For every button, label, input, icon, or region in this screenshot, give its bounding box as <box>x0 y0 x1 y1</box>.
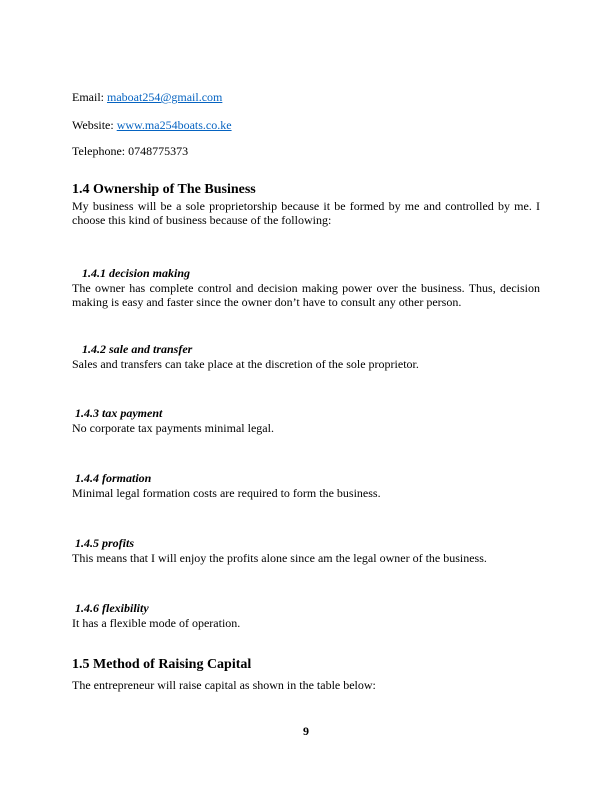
subsection-decision-making <box>72 266 540 309</box>
section-raising-capital-body: The entrepreneur will raise capital as shown in the table below: <box>72 678 376 692</box>
website-link[interactable]: www.ma254boats.co.ke <box>116 118 232 132</box>
section-raising-capital-heading: 1.5 Method of Raising Capital <box>72 657 252 672</box>
subsection-profits-heading: 1.4.5 profits <box>75 536 135 550</box>
section-raising-capital <box>72 655 540 692</box>
subsection-sale-and-transfer-heading: 1.4.2 sale and transfer <box>82 342 193 356</box>
email-label: Email: <box>72 90 107 104</box>
section-ownership-body: My business will be a sole proprietorship because it be formed by me and controlled by me. I choose this kind of business because of the following: <box>72 199 540 227</box>
document-content <box>72 0 540 738</box>
subsection-decision-making-body: The owner has complete control and decision making power over the business. Thus, decision making is easy and faster since the owner don’t have to consult any other person. <box>72 281 540 309</box>
website-label: Website: <box>72 118 117 132</box>
subsection-flexibility-heading: 1.4.6 flexibility <box>75 601 149 615</box>
subsection-sale-and-transfer <box>72 342 540 371</box>
subsection-sale-and-transfer-body: Sales and transfers can take place at the discretion of the sole proprietor. <box>72 357 419 371</box>
section-ownership-heading: 1.4 Ownership of The Business <box>72 182 256 197</box>
subsection-formation-body: Minimal legal formation costs are required to form the business. <box>72 486 381 500</box>
subsection-profits <box>72 536 540 565</box>
subsection-profits-body: This means that I will enjoy the profits alone since am the legal owner of the business. <box>72 551 487 565</box>
subsection-flexibility-body: It has a flexible mode of operation. <box>72 616 241 630</box>
section-ownership <box>72 180 540 227</box>
subsection-tax-payment-heading: 1.4.3 tax payment <box>75 406 163 420</box>
subsection-tax-payment <box>72 406 540 435</box>
contact-telephone-line: Telephone: 0748775373 <box>72 144 189 158</box>
contact-email-line <box>72 90 540 104</box>
subsection-formation-heading: 1.4.4 formation <box>75 471 152 485</box>
subsection-tax-payment-body: No corporate tax payments minimal legal. <box>72 421 274 435</box>
email-link[interactable]: maboat254@gmail.com <box>107 90 223 104</box>
contact-website-line <box>72 118 540 132</box>
subsection-decision-making-heading: 1.4.1 decision making <box>82 266 191 280</box>
page-number: 9 <box>303 724 309 738</box>
subsection-flexibility <box>72 601 540 630</box>
subsection-formation <box>72 471 540 500</box>
